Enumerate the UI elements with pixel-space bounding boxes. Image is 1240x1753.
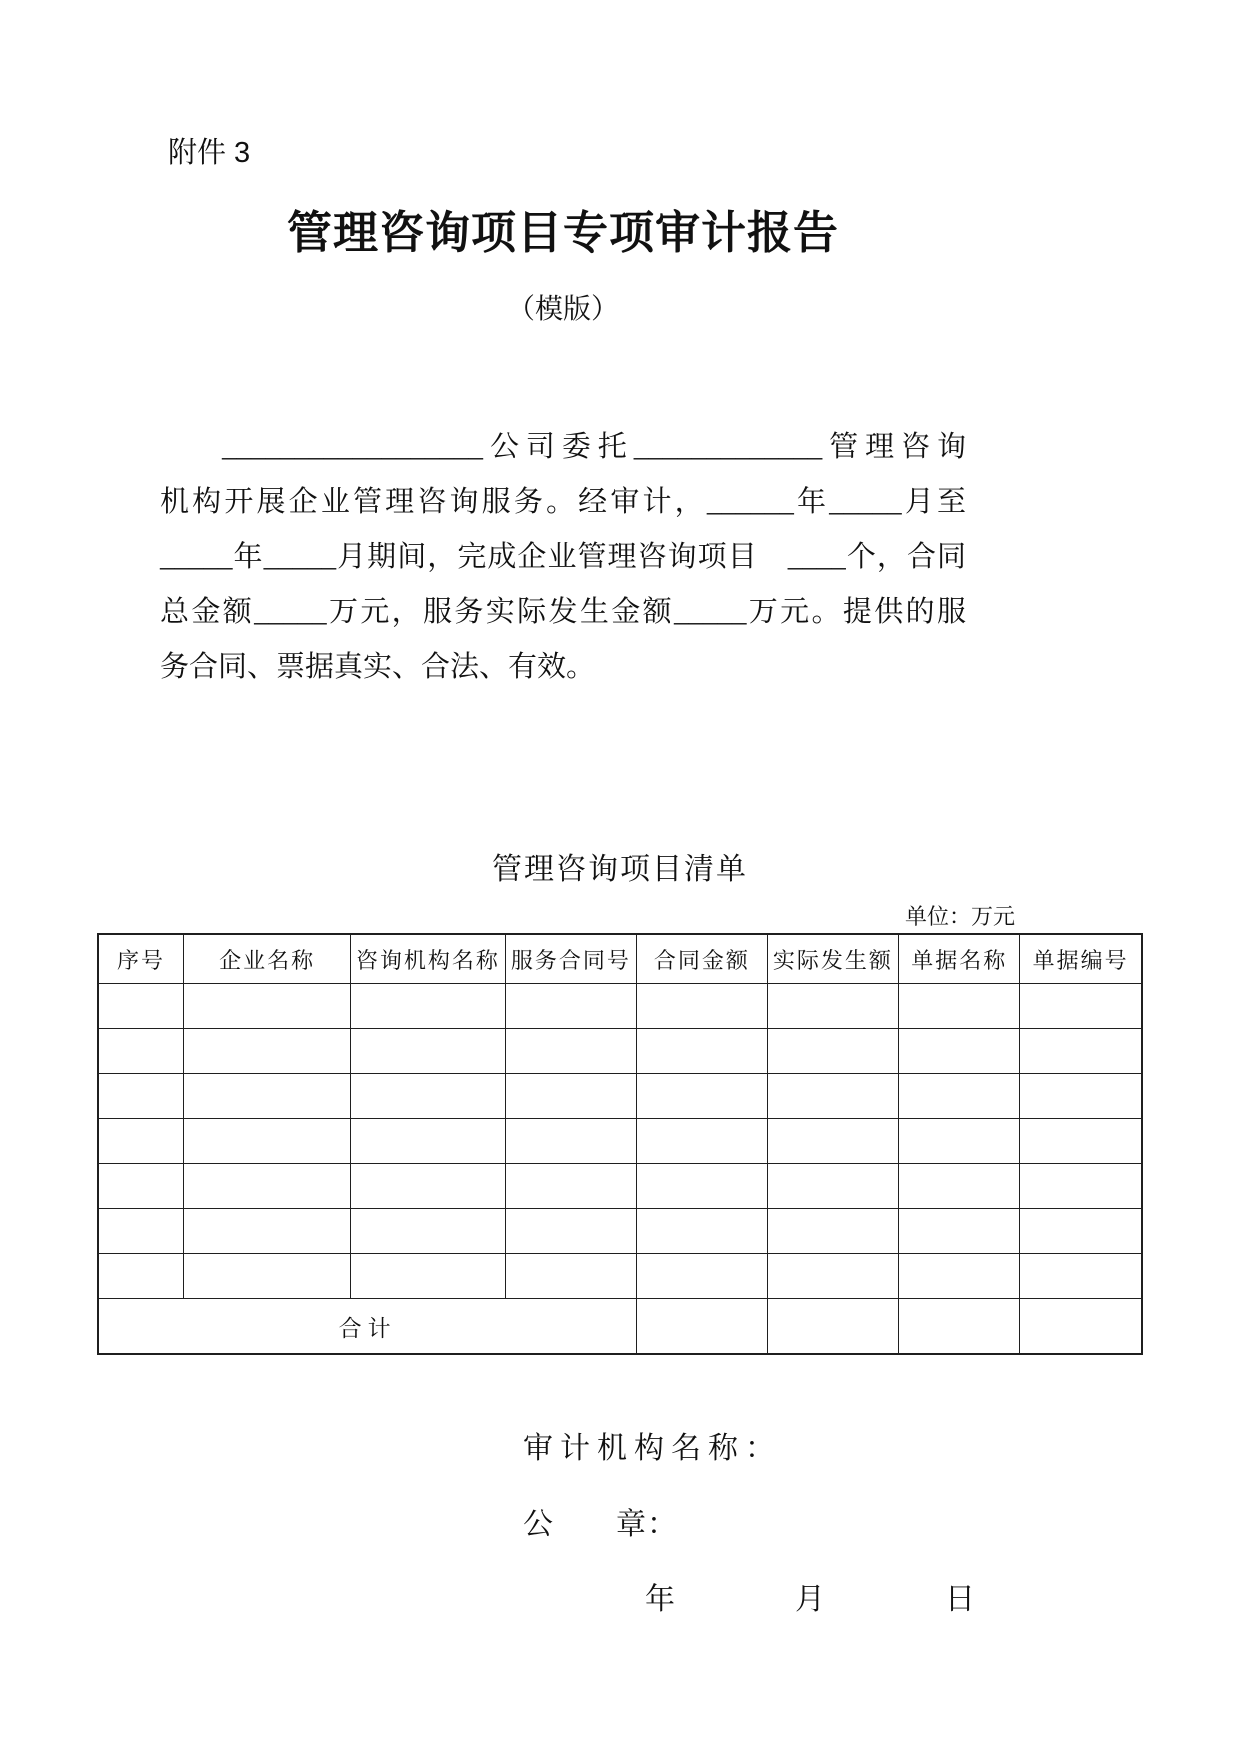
empty-cell — [98, 1254, 184, 1299]
empty-cell — [184, 984, 351, 1029]
unit-label: 单位：万元 — [904, 904, 1015, 929]
empty-cell — [637, 1074, 768, 1119]
empty-cell — [899, 1299, 1020, 1355]
empty-cell — [505, 1164, 637, 1209]
table-row — [98, 984, 1142, 1029]
empty-cell — [767, 1074, 899, 1119]
empty-cell — [767, 1119, 899, 1164]
empty-cell — [98, 1119, 184, 1164]
empty-cell — [351, 984, 506, 1029]
empty-cell — [98, 1029, 184, 1074]
empty-cell — [505, 1029, 637, 1074]
official-seal-label: 公 章： — [523, 1508, 678, 1541]
paragraph-line: _____年_____月期间，完成企业管理咨询项目 ____个，合同 — [160, 541, 966, 573]
header-cell-actual-amount: 实际发生额 — [767, 934, 899, 984]
empty-cell — [1020, 1299, 1142, 1355]
empty-cell — [184, 1164, 351, 1209]
empty-cell — [184, 1029, 351, 1074]
empty-cell — [767, 1164, 899, 1209]
page-subtitle: （模版） — [506, 294, 619, 325]
empty-cell — [1020, 1119, 1142, 1164]
empty-cell — [351, 1209, 506, 1254]
empty-cell — [351, 1254, 506, 1299]
empty-cell — [637, 984, 768, 1029]
empty-cell — [505, 1254, 637, 1299]
paragraph-line: __________________公司委托_____________管理咨询 — [222, 431, 966, 463]
empty-cell — [351, 1074, 506, 1119]
empty-cell — [767, 1209, 899, 1254]
empty-cell — [767, 984, 899, 1029]
paragraph-line: 机构开展企业管理咨询服务。经审计，______年_____月至 — [160, 486, 966, 518]
empty-cell — [899, 1074, 1020, 1119]
empty-cell — [184, 1209, 351, 1254]
empty-cell — [184, 1119, 351, 1164]
attachment-label: 附件 3 — [168, 137, 251, 169]
table-row — [98, 1209, 1142, 1254]
table-row — [98, 1119, 1142, 1164]
empty-cell — [351, 1029, 506, 1074]
signature-block — [523, 1430, 975, 1619]
empty-cell — [637, 1029, 768, 1074]
total-label: 合计 — [98, 1299, 637, 1355]
empty-cell — [767, 1254, 899, 1299]
table-row — [98, 1029, 1142, 1074]
empty-cell — [1020, 1254, 1142, 1299]
empty-cell — [637, 1299, 768, 1355]
header-cell-contract-no: 服务合同号 — [505, 934, 637, 984]
header-cell-doc-no: 单据编号 — [1020, 934, 1142, 984]
header-cell-doc-name: 单据名称 — [899, 934, 1020, 984]
empty-cell — [899, 984, 1020, 1029]
page-title: 管理咨询项目专项审计报告 — [286, 207, 839, 258]
body-paragraph — [160, 420, 966, 695]
empty-cell — [1020, 1164, 1142, 1209]
auditor-name-label: 审计机构名称： — [523, 1432, 782, 1465]
empty-cell — [184, 1074, 351, 1119]
date-label: 年 月 日 — [645, 1583, 975, 1616]
empty-cell — [899, 1254, 1020, 1299]
paragraph-line: 务合同、票据真实、合法、有效。 — [160, 651, 596, 683]
empty-cell — [637, 1119, 768, 1164]
empty-cell — [899, 1209, 1020, 1254]
empty-cell — [98, 1164, 184, 1209]
empty-cell — [98, 1074, 184, 1119]
empty-cell — [505, 1119, 637, 1164]
empty-cell — [351, 1164, 506, 1209]
empty-cell — [767, 1299, 899, 1355]
empty-cell — [767, 1029, 899, 1074]
empty-cell — [98, 984, 184, 1029]
header-cell-seq: 序号 — [98, 934, 184, 984]
empty-cell — [637, 1209, 768, 1254]
empty-cell — [98, 1209, 184, 1254]
empty-cell — [505, 1074, 637, 1119]
empty-cell — [505, 984, 637, 1029]
total-row — [98, 1299, 1142, 1355]
empty-cell — [637, 1164, 768, 1209]
list-title: 管理咨询项目清单 — [492, 853, 748, 886]
empty-cell — [1020, 984, 1142, 1029]
empty-cell — [1020, 1074, 1142, 1119]
empty-cell — [899, 1164, 1020, 1209]
project-list-table — [97, 933, 1143, 1355]
table-header-row — [98, 934, 1142, 984]
header-cell-company: 企业名称 — [184, 934, 351, 984]
empty-cell — [505, 1209, 637, 1254]
table-row — [98, 1074, 1142, 1119]
header-cell-contract-amount: 合同金额 — [637, 934, 768, 984]
empty-cell — [351, 1119, 506, 1164]
document-header — [160, 205, 966, 327]
paragraph-line: 总金额_____万元，服务实际发生金额_____万元。提供的服 — [160, 596, 966, 628]
empty-cell — [637, 1254, 768, 1299]
header-cell-agency: 咨询机构名称 — [351, 934, 506, 984]
empty-cell — [1020, 1029, 1142, 1074]
table-row — [98, 1164, 1142, 1209]
empty-cell — [899, 1029, 1020, 1074]
project-list-section — [97, 852, 1143, 1355]
empty-cell — [184, 1254, 351, 1299]
table-row — [98, 1254, 1142, 1299]
empty-cell — [899, 1119, 1020, 1164]
empty-cell — [1020, 1209, 1142, 1254]
